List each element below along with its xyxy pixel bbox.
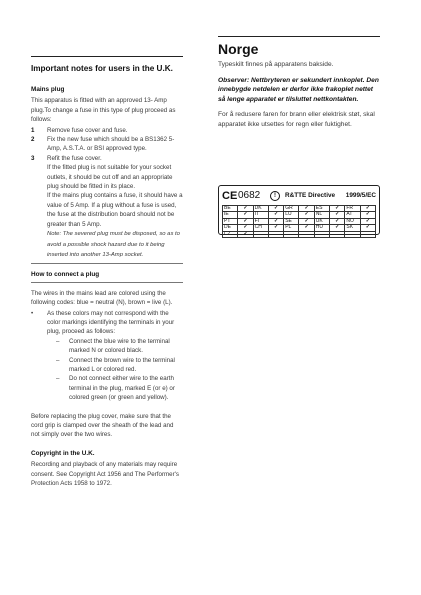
country-code-cell: BE [223,206,238,212]
step-text-main: Refit the fuse cover. [47,154,102,162]
step3-detail-2: If the mains plug contains a fuse, it should have a value of 5 Amp. If a plug without a fuse is used, the fuse at the distribution board should not be greater than 5 Amp. [47,192,183,228]
alert-icon: ! [270,191,280,201]
check-icon: ✓ [360,212,375,218]
plug-cover-text: Before replacing the plug cover, make sure that the cord grip is clamped over the sheath of the lead and not simply over the two wires. [31,412,174,439]
bullet-text: As these colors may not correspond with the color markings identifying the terminals in your plug, proceed as follows: [47,309,175,336]
country-code-cell [253,231,268,237]
step-item [31,154,183,260]
step-item [31,126,183,135]
step-text: Fix the new fuse which should be a BS1362 5-Amp, A.S.T.A. or BSI approved type. [47,136,175,153]
mains-plug-intro: This apparatus is fitted with an approved 13- Amp plug.To change a fuse in this type of plug proceed as follows: [31,97,176,124]
top-rule [218,36,380,37]
check-icon: ✓ [238,231,253,237]
check-icon: ✓ [330,225,345,231]
country-code-cell: DE [223,225,238,231]
check-icon: ✓ [238,206,253,212]
country-code-cell: DK [253,206,268,212]
step-number: 3 [31,154,35,162]
country-code-cell: AT [345,212,360,218]
check-icon: ✓ [238,225,253,231]
country-code-cell: FR [345,206,360,212]
norge-title: Norge [218,41,259,57]
list-item-content [47,309,183,403]
check-icon: ✓ [268,218,283,224]
dash-list [47,337,183,403]
dash-text: Do not connect either wire to the earth terminal in the plug, marked E (or e) or colored green (or green and yellow). [69,375,175,402]
check-icon: ✓ [238,212,253,218]
check-icon: ✓ [360,225,375,231]
table-row [223,231,376,237]
country-code-cell: NO [345,218,360,224]
norge-safety-text: For å redusere faren for brann eller elektrisk støt, skal apparatet ikke utsettes for regn eller fuktighet. [218,111,375,128]
country-code-cell: SE [284,218,299,224]
country-code-cell [345,231,360,237]
country-code-cell: PT [223,218,238,224]
check-icon: ✓ [330,206,345,212]
country-code-cell: HU [314,225,329,231]
step3-detail-1: If the fitted plug is not suitable for your socket outlets, it should be cut off and an appropriate plug should be fitted in its place. [47,164,173,191]
copyright-heading: Copyright in the U.K. [31,449,95,457]
step-item [31,135,183,154]
bullet-mark: • [31,309,34,317]
check-icon: ✓ [268,206,283,212]
country-code-cell: GR [284,206,299,212]
check-icon: ✓ [330,218,345,224]
country-code-cell: UK [314,218,329,224]
check-icon [299,231,314,237]
country-table [222,205,376,238]
country-code-cell: IE [223,212,238,218]
directive-year: 1999/5/EC [345,192,376,199]
check-icon [268,231,283,237]
wire-codes-text: The wires in the mains lead are colored using the following codes: blue = neutral (N), brown = live (L). [31,289,173,307]
check-icon: ✓ [299,218,314,224]
uk-notes-title: Important notes for users in the U.K. [31,64,173,73]
uk-notes-column [31,56,183,488]
section-divider [31,282,183,283]
step-number: 2 [31,136,35,144]
country-code-cell: LU [284,212,299,218]
check-icon: ✓ [360,218,375,224]
country-code-cell: CZ [223,231,238,237]
check-icon [360,231,375,237]
country-code-cell [314,231,329,237]
norge-typeskilt-text: Typeskilt finnes på apparatens bakside. [218,61,334,68]
country-code-cell: SK [345,225,360,231]
dash-text: Connect the brown wire to the terminal marked L or colored red. [69,356,175,373]
mains-plug-heading: Mains plug [31,86,65,93]
country-code-cell: IT [253,212,268,218]
country-code-cell [284,231,299,237]
check-icon: ✓ [330,212,345,218]
dash-mark: – [56,356,60,364]
list-item [31,309,183,403]
dash-mark: – [56,375,60,383]
step-text [47,154,183,260]
dash-item [56,374,183,402]
severed-plug-note: Note: The severed plug must be disposed, so as to avoid a possible shock hazard due to it being inserted into another 13-Amp socket. [47,231,180,258]
notified-body-number: 0682 [238,190,261,201]
check-icon: ✓ [268,212,283,218]
norge-warning: Observer: Nettbryteren er sekundert innkoplet. Den innebygde netdelen er derfor ikke frakoplet nettet så lenge apparatet er tilsluttet nettkontakten. [218,76,379,103]
check-icon [330,231,345,237]
cert-header [222,189,376,202]
check-icon: ✓ [299,225,314,231]
dash-item [56,337,183,356]
rtte-directive-label: R&TTE Directive [285,192,336,199]
copyright-text: Recording and playback of any materials may require consent. See Copyright Act 1956 and The Performer's Protection Acts 1958 to 1972. [31,461,179,488]
country-code-cell: ES [314,206,329,212]
check-icon: ✓ [360,206,375,212]
dash-text: Connect the blue wire to the terminal marked N or colored black. [69,337,170,355]
section-divider [31,263,183,264]
dash-mark: – [56,337,60,345]
fuse-steps [31,126,183,261]
ce-certification-box [218,185,380,235]
check-icon: ✓ [299,212,314,218]
norge-column [218,36,380,130]
country-code-cell: FI [253,218,268,224]
check-icon: ✓ [268,225,283,231]
ce-mark: CE [222,189,238,202]
wiring-list [31,309,183,403]
check-icon: ✓ [299,206,314,212]
country-code-cell: CH [253,225,268,231]
step-text: Remove fuse cover and fuse. [47,126,128,134]
dash-item [56,356,183,375]
connect-plug-heading: How to connect a plug [31,271,100,279]
check-icon: ✓ [238,218,253,224]
country-code-cell: NL [314,212,329,218]
top-rule [31,56,183,57]
step-number: 1 [31,126,35,134]
country-code-cell: PL [284,225,299,231]
